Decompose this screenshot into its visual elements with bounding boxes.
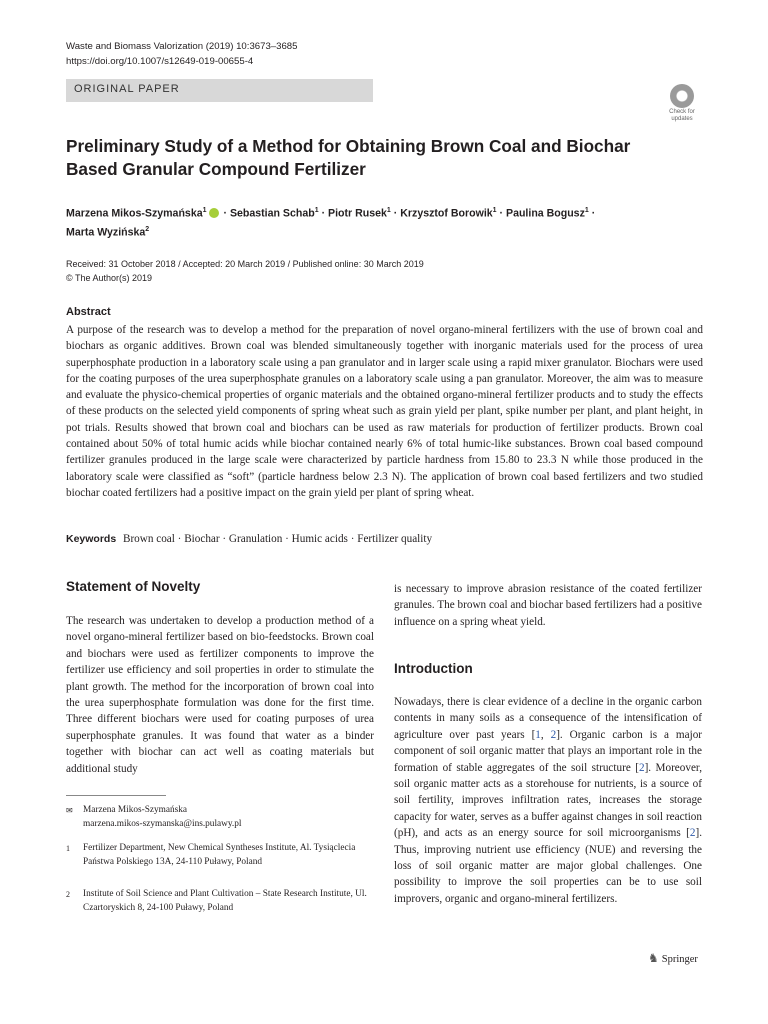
- citation-link[interactable]: 2: [638, 761, 645, 774]
- envelope-icon: ✉: [66, 806, 73, 815]
- author-list: Marzena Mikos‑Szymańska$^1$ · Sebastian Schab$^1$ · Piotr Rusek$^1$ · Krzysztof Borowik$^1$ · Paulina Bogusz$^1$ · Marta Wyzińska$^2$: [66, 207, 596, 239]
- author-name[interactable]: Marzena Mikos‑Szymańska: [66, 207, 203, 220]
- publisher-name: Springer: [661, 954, 698, 965]
- paper-type-label: ORIGINAL PAPER: [74, 83, 180, 95]
- intro-part-2: ]. Organic carbon is a major component of soil organic matter that plays an important role in the formation of stable aggregates of the soil structure [: [394, 728, 703, 774]
- affiliation-marker: 1: [202, 207, 207, 214]
- author-name[interactable]: Krzysztof Borowik: [400, 207, 493, 220]
- introduction-heading: Introduction: [394, 661, 473, 676]
- affiliation-1-text: Fertilizer Department, New Chemical Syntheses Institute, Al. Tysiąclecia Państwa Polskiego 13A, 24-110 Puławy, Poland: [83, 843, 356, 867]
- citation-link[interactable]: 1: [535, 728, 541, 741]
- author-name[interactable]: Paulina Bogusz: [506, 207, 585, 220]
- orcid-icon[interactable]: [209, 208, 219, 218]
- abstract-text: A purpose of the research was to develop a method for the preparation of novel organo-mineral fertilizers with the use of brown coal and biochars as organic additives. Brown coal was blended simultaneously together with inorganic materials used for the process of urea superphosphate production in a laboratory scale using a pan granulator and in larger scale using a rapid mixer granulator. Biochars were used for the coating purposes of the urea superphosphate granules on a laboratory scale using a pan granulator. Moreover, the aim was to measure and evaluate the physico-chemical properties of organic materials and the obtained organo-mineral fertilizer products and to study the effects of these products on the selected yield components of spring wheat such as grain yield per plant, spike number per plant, and plant height, in pot trials. Results showed that brown coal and biochars can be used as raw materials for production of fertilizer products. Brown coal contained about 50% of total humic acids while biochar contained nearly 6% of total humic-like substances. Brown coal based compound fertilizer granules produced in the large scale were characterized by particle hardness from 15.80 to 23.3 N while those produced in the laboratory scale were classified as “soft” (particle hardness below 2.3 N). The application of brown coal based fertilizers and two studied biochar coated fertilizers had a positive impact on the grain yield per plant of spring wheat.: [66, 324, 703, 499]
- publisher-logo: [648, 951, 698, 966]
- springer-horse-icon: ♞: [648, 951, 659, 965]
- keywords-label: Keywords: [66, 533, 117, 545]
- doi-link[interactable]: https://doi.org/10.1007/s12649-019-00655-4: [66, 56, 254, 67]
- contact-email[interactable]: marzena.mikos-szymanska@ins.pulawy.pl: [83, 818, 242, 829]
- author-name[interactable]: Marta Wyzińska: [66, 226, 146, 239]
- check-updates-label: Check for updates: [669, 109, 695, 122]
- check-for-updates-badge[interactable]: [662, 84, 702, 128]
- contact-name: Marzena Mikos‑Szymańska: [83, 805, 188, 815]
- abstract-heading: Abstract: [66, 306, 111, 318]
- citation-separator: ,: [540, 728, 551, 741]
- affiliation-2: [66, 888, 374, 932]
- affiliation-2-text: Institute of Soil Science and Plant Cultivation – State Research Institute, Ul. Czartoryskich 8, 24-100 Puławy, Poland: [83, 889, 367, 913]
- affiliation-1-marker: 1: [66, 844, 70, 853]
- novelty-text-continued: is necessary to improve abrasion resistance of the coated fertilizer granules. The brown coal and biochar based fertilizers had a positive influence on a spring wheat yield.: [394, 583, 702, 628]
- copyright-line: © The Author(s) 2019: [66, 273, 153, 283]
- intro-part-1: Nowadays, there is clear evidence of a decline in the organic carbon contents in many soils as a consequence of the intensification of agriculture over past years [: [394, 696, 702, 741]
- paper-type-banner: [66, 79, 373, 102]
- citation-link[interactable]: 2: [689, 827, 696, 840]
- citation-link[interactable]: 2: [550, 728, 557, 741]
- history-dates: Received: 31 October 2018 / Accepted: 20 March 2019 / Published online: 30 March 2019: [66, 259, 424, 269]
- novelty-text: The research was undertaken to develop a production method of a novel organo-mineral fertilizer based on bio-feedstocks. Brown coal and biochars were used as fertilizer components to improve the fertilizer use efficiency and soil properties in order to stimulate the plant growth. The method for the incorporation of brown coal into the urea superphosphate formulation was done for the first time. Three different biochars were used for coating purposes of urea superphosphate granules. It was found that water as a binder together with biochar can act well as coating materials but additional study: [66, 615, 374, 775]
- check-updates-icon: [670, 84, 694, 108]
- intro-part-4: ]. Thus, improving nutrient use efficiency (NUE) and reversing the loss of soil organic matter are major global challenges. One possibility to improve the soil properties can be to use soil improvers, organic and organo-mineral fertilizers.: [394, 827, 702, 905]
- keywords-line: [66, 533, 432, 545]
- affiliation-marker: 1: [492, 207, 497, 214]
- corresponding-author: [66, 804, 374, 834]
- publication-dates: [66, 257, 424, 285]
- affiliation-marker: 1: [386, 207, 391, 214]
- author-name[interactable]: Piotr Rusek: [328, 207, 387, 220]
- journal-header: [66, 39, 297, 69]
- novelty-heading: Statement of Novelty: [66, 579, 201, 594]
- affiliation-1: [66, 842, 374, 886]
- article-title: Preliminary Study of a Method for Obtaining Brown Coal and Biochar Based Granular Compound Fertilizer: [66, 136, 631, 179]
- intro-part-3: ]. Moreover, soil organic matter acts as a storehouse for nutrients, is a source of soil fertility, improves infiltration rates, increases the storage capacity for water, serves as a buffer against changes in soil reaction (pH), and acts as an energy source for soil microorganisms [: [394, 761, 702, 840]
- keywords-list: Brown coal · Biochar · Granulation · Humic acids · Fertilizer quality: [122, 533, 433, 545]
- author-name[interactable]: Sebastian Schab: [229, 207, 315, 220]
- affiliation-marker: 1: [584, 207, 589, 214]
- affiliation-marker: 2: [145, 225, 150, 233]
- footnote-divider: [66, 795, 166, 796]
- affiliation-2-marker: 2: [66, 890, 70, 899]
- affiliation-marker: 1: [314, 207, 319, 214]
- introduction-text: [394, 694, 702, 907]
- journal-citation: Waste and Biomass Valorization (2019) 10:3673–3685: [66, 41, 298, 52]
